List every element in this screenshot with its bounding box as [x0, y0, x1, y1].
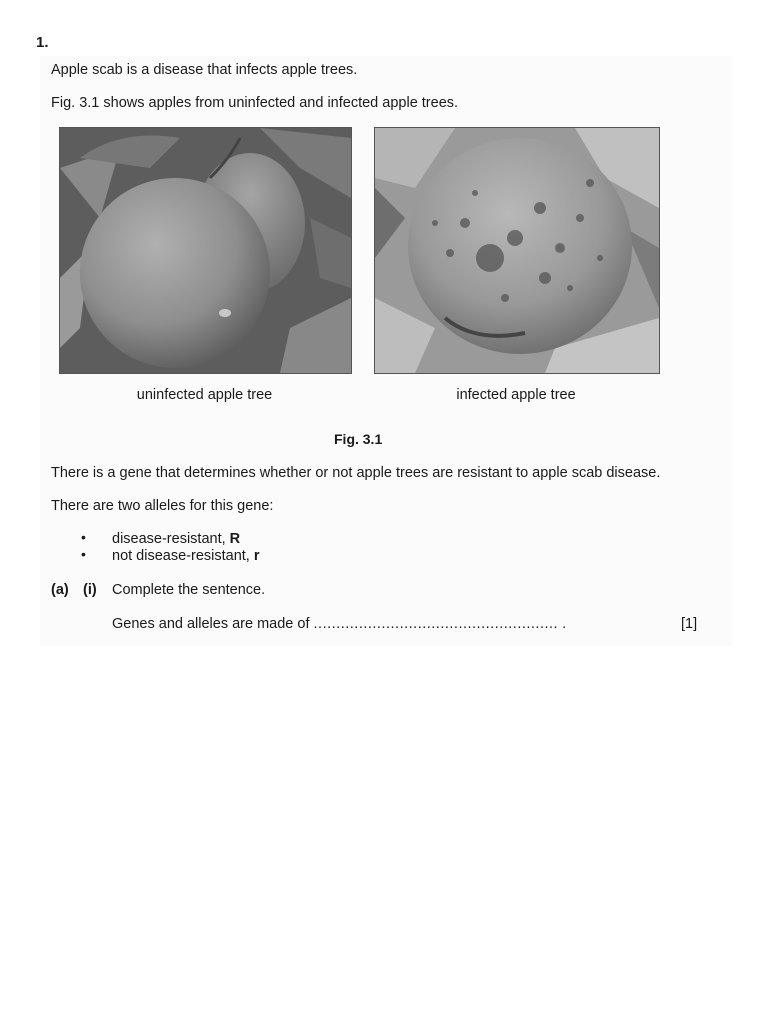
question-panel — [40, 56, 732, 646]
allele-symbol: R — [229, 531, 241, 547]
allele-label: disease-resistant, — [112, 531, 230, 547]
sentence-line — [112, 616, 566, 632]
marks-label: [1] — [681, 616, 698, 632]
allele-item — [112, 531, 240, 547]
allele-symbol: r — [253, 548, 260, 564]
uninfected-caption: uninfected apple tree — [136, 387, 273, 403]
bullet-icon: • — [81, 529, 86, 545]
intro-text-2: Fig. 3.1 shows apples from uninfected and infected apple trees. — [51, 95, 459, 111]
allele-label: not disease-resistant, — [112, 548, 254, 564]
allele-item — [112, 548, 260, 564]
sentence-text: Genes and alleles are made of — [112, 616, 310, 632]
sentence-end: . — [562, 616, 567, 632]
part-i-label: (i) — [83, 582, 97, 598]
infected-caption: infected apple tree — [456, 387, 576, 403]
alleles-intro: There are two alleles for this gene: — [51, 498, 274, 514]
uninfected-apple-photo — [59, 127, 352, 374]
question-number: 1. — [36, 34, 49, 51]
infected-apple-photo — [374, 127, 660, 374]
answer-blank[interactable]: ...................................................... — [313, 616, 559, 632]
part-a-label: (a) — [51, 582, 69, 598]
gene-text: There is a gene that determines whether or not apple trees are resistant to apple scab disease. — [51, 465, 661, 481]
bullet-icon: • — [81, 546, 86, 562]
instruction-text: Complete the sentence. — [112, 582, 266, 598]
figure-title: Fig. 3.1 — [334, 431, 383, 447]
intro-text-1: Apple scab is a disease that infects apple trees. — [51, 62, 358, 78]
